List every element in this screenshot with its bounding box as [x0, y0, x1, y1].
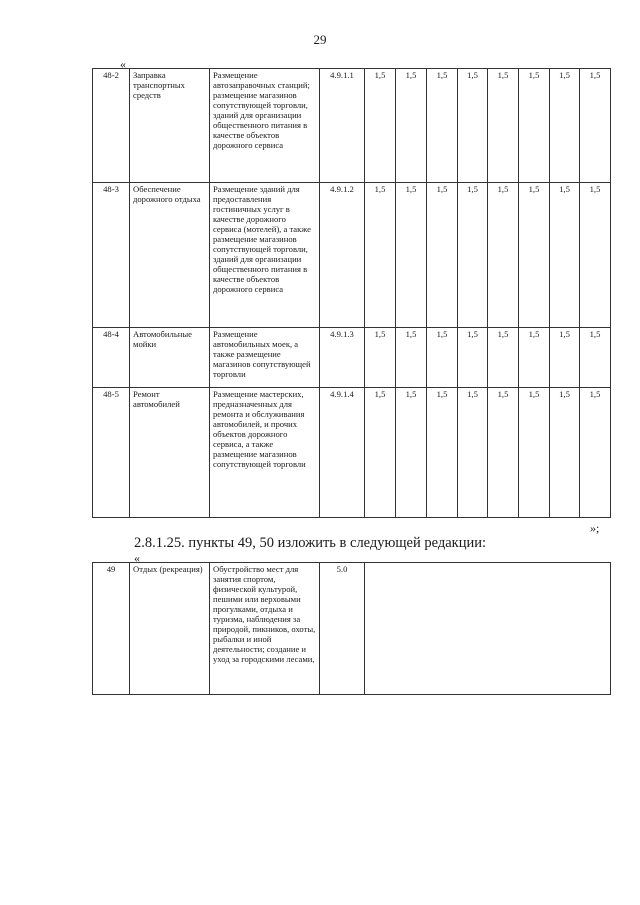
- coefficient-value: 1,5: [365, 183, 396, 328]
- coefficient-value: 1,5: [519, 388, 550, 518]
- coefficient-value: 1,5: [458, 388, 488, 518]
- zoning-table-2: [92, 562, 611, 695]
- land-use-description: Размещение зданий для предоставления гостиничных услуг в качестве дорожного сервиса (мотелей), а также размещение магазинов сопутствующей торговли, зданий для организации общественного питания в качестве объектов дорожного сервиса: [210, 183, 320, 328]
- coefficient-value: 1,5: [488, 69, 519, 183]
- coefficient-value: 1,5: [427, 328, 458, 388]
- coefficient-value: [365, 563, 611, 695]
- zoning-table-1: [92, 68, 611, 518]
- table-row: [93, 69, 611, 183]
- table-row: [93, 328, 611, 388]
- row-number: 48-2: [93, 69, 130, 183]
- open-quote-2: «: [134, 551, 140, 565]
- coefficient-value: 1,5: [458, 183, 488, 328]
- section-heading: 2.8.1.25. пункты 49, 50 изложить в следующей редакции:: [134, 535, 487, 551]
- land-use-name: Заправка транспортных средств: [130, 69, 210, 183]
- coefficient-value: 1,5: [458, 69, 488, 183]
- coefficient-value: 1,5: [550, 69, 580, 183]
- coefficient-value: 1,5: [488, 183, 519, 328]
- coefficient-value: 1,5: [396, 183, 427, 328]
- coefficient-value: 1,5: [427, 388, 458, 518]
- coefficient-value: 1,5: [519, 328, 550, 388]
- coefficient-value: 1,5: [550, 183, 580, 328]
- coefficient-value: 1,5: [488, 388, 519, 518]
- coefficient-value: 1,5: [519, 69, 550, 183]
- table-row: [93, 183, 611, 328]
- land-use-description: Размещение автозаправочных станций; размещение магазинов сопутствующей торговли, зданий для организации общественного питания в качестве объектов дорожного сервиса: [210, 69, 320, 183]
- coefficient-value: 1,5: [580, 183, 611, 328]
- table-row: [93, 388, 611, 518]
- land-use-description: Обустройство мест для занятия спортом, физической культурой, пешими или верховыми прогулками, отдыха и туризма, наблюдения за природой, пикников, охоты, рыбалки и иной деятельности; создание и уход за городскими лесами,: [210, 563, 320, 695]
- page-number: 29: [313, 32, 327, 47]
- coefficient-value: 1,5: [396, 388, 427, 518]
- classifier-code: 4.9.1.4: [320, 388, 365, 518]
- land-use-description: Размещение мастерских, предназначенных для ремонта и обслуживания автомобилей, и прочих объектов дорожного сервиса, а также размещение магазинов сопутствующей торговли: [210, 388, 320, 518]
- coefficient-value: 1,5: [396, 328, 427, 388]
- coefficient-value: 1,5: [580, 69, 611, 183]
- classifier-code: 4.9.1.1: [320, 69, 365, 183]
- table-row: [93, 563, 611, 695]
- coefficient-value: 1,5: [365, 328, 396, 388]
- coefficient-value: 1,5: [488, 328, 519, 388]
- coefficient-value: 1,5: [550, 328, 580, 388]
- classifier-code: 4.9.1.3: [320, 328, 365, 388]
- classifier-code: 5.0: [320, 563, 365, 695]
- close-quote: »;: [590, 521, 600, 535]
- row-number: 48-5: [93, 388, 130, 518]
- coefficient-value: 1,5: [458, 328, 488, 388]
- land-use-name: Отдых (рекреация): [130, 563, 210, 695]
- land-use-name: Автомобильные мойки: [130, 328, 210, 388]
- land-use-description: Размещение автомобильных моек, а также размещение магазинов сопутствующей торговли: [210, 328, 320, 388]
- row-number: 49: [93, 563, 130, 695]
- land-use-name: Ремонт автомобилей: [130, 388, 210, 518]
- coefficient-value: 1,5: [427, 69, 458, 183]
- coefficient-value: 1,5: [427, 183, 458, 328]
- coefficient-value: 1,5: [365, 69, 396, 183]
- land-use-name: Обеспечение дорожного отдыха: [130, 183, 210, 328]
- coefficient-value: 1,5: [580, 388, 611, 518]
- row-number: 48-3: [93, 183, 130, 328]
- classifier-code: 4.9.1.2: [320, 183, 365, 328]
- row-number: 48-4: [93, 328, 130, 388]
- coefficient-value: 1,5: [396, 69, 427, 183]
- coefficient-value: 1,5: [580, 328, 611, 388]
- coefficient-value: 1,5: [550, 388, 580, 518]
- coefficient-value: 1,5: [519, 183, 550, 328]
- open-quote: «: [120, 57, 126, 71]
- coefficient-value: 1,5: [365, 388, 396, 518]
